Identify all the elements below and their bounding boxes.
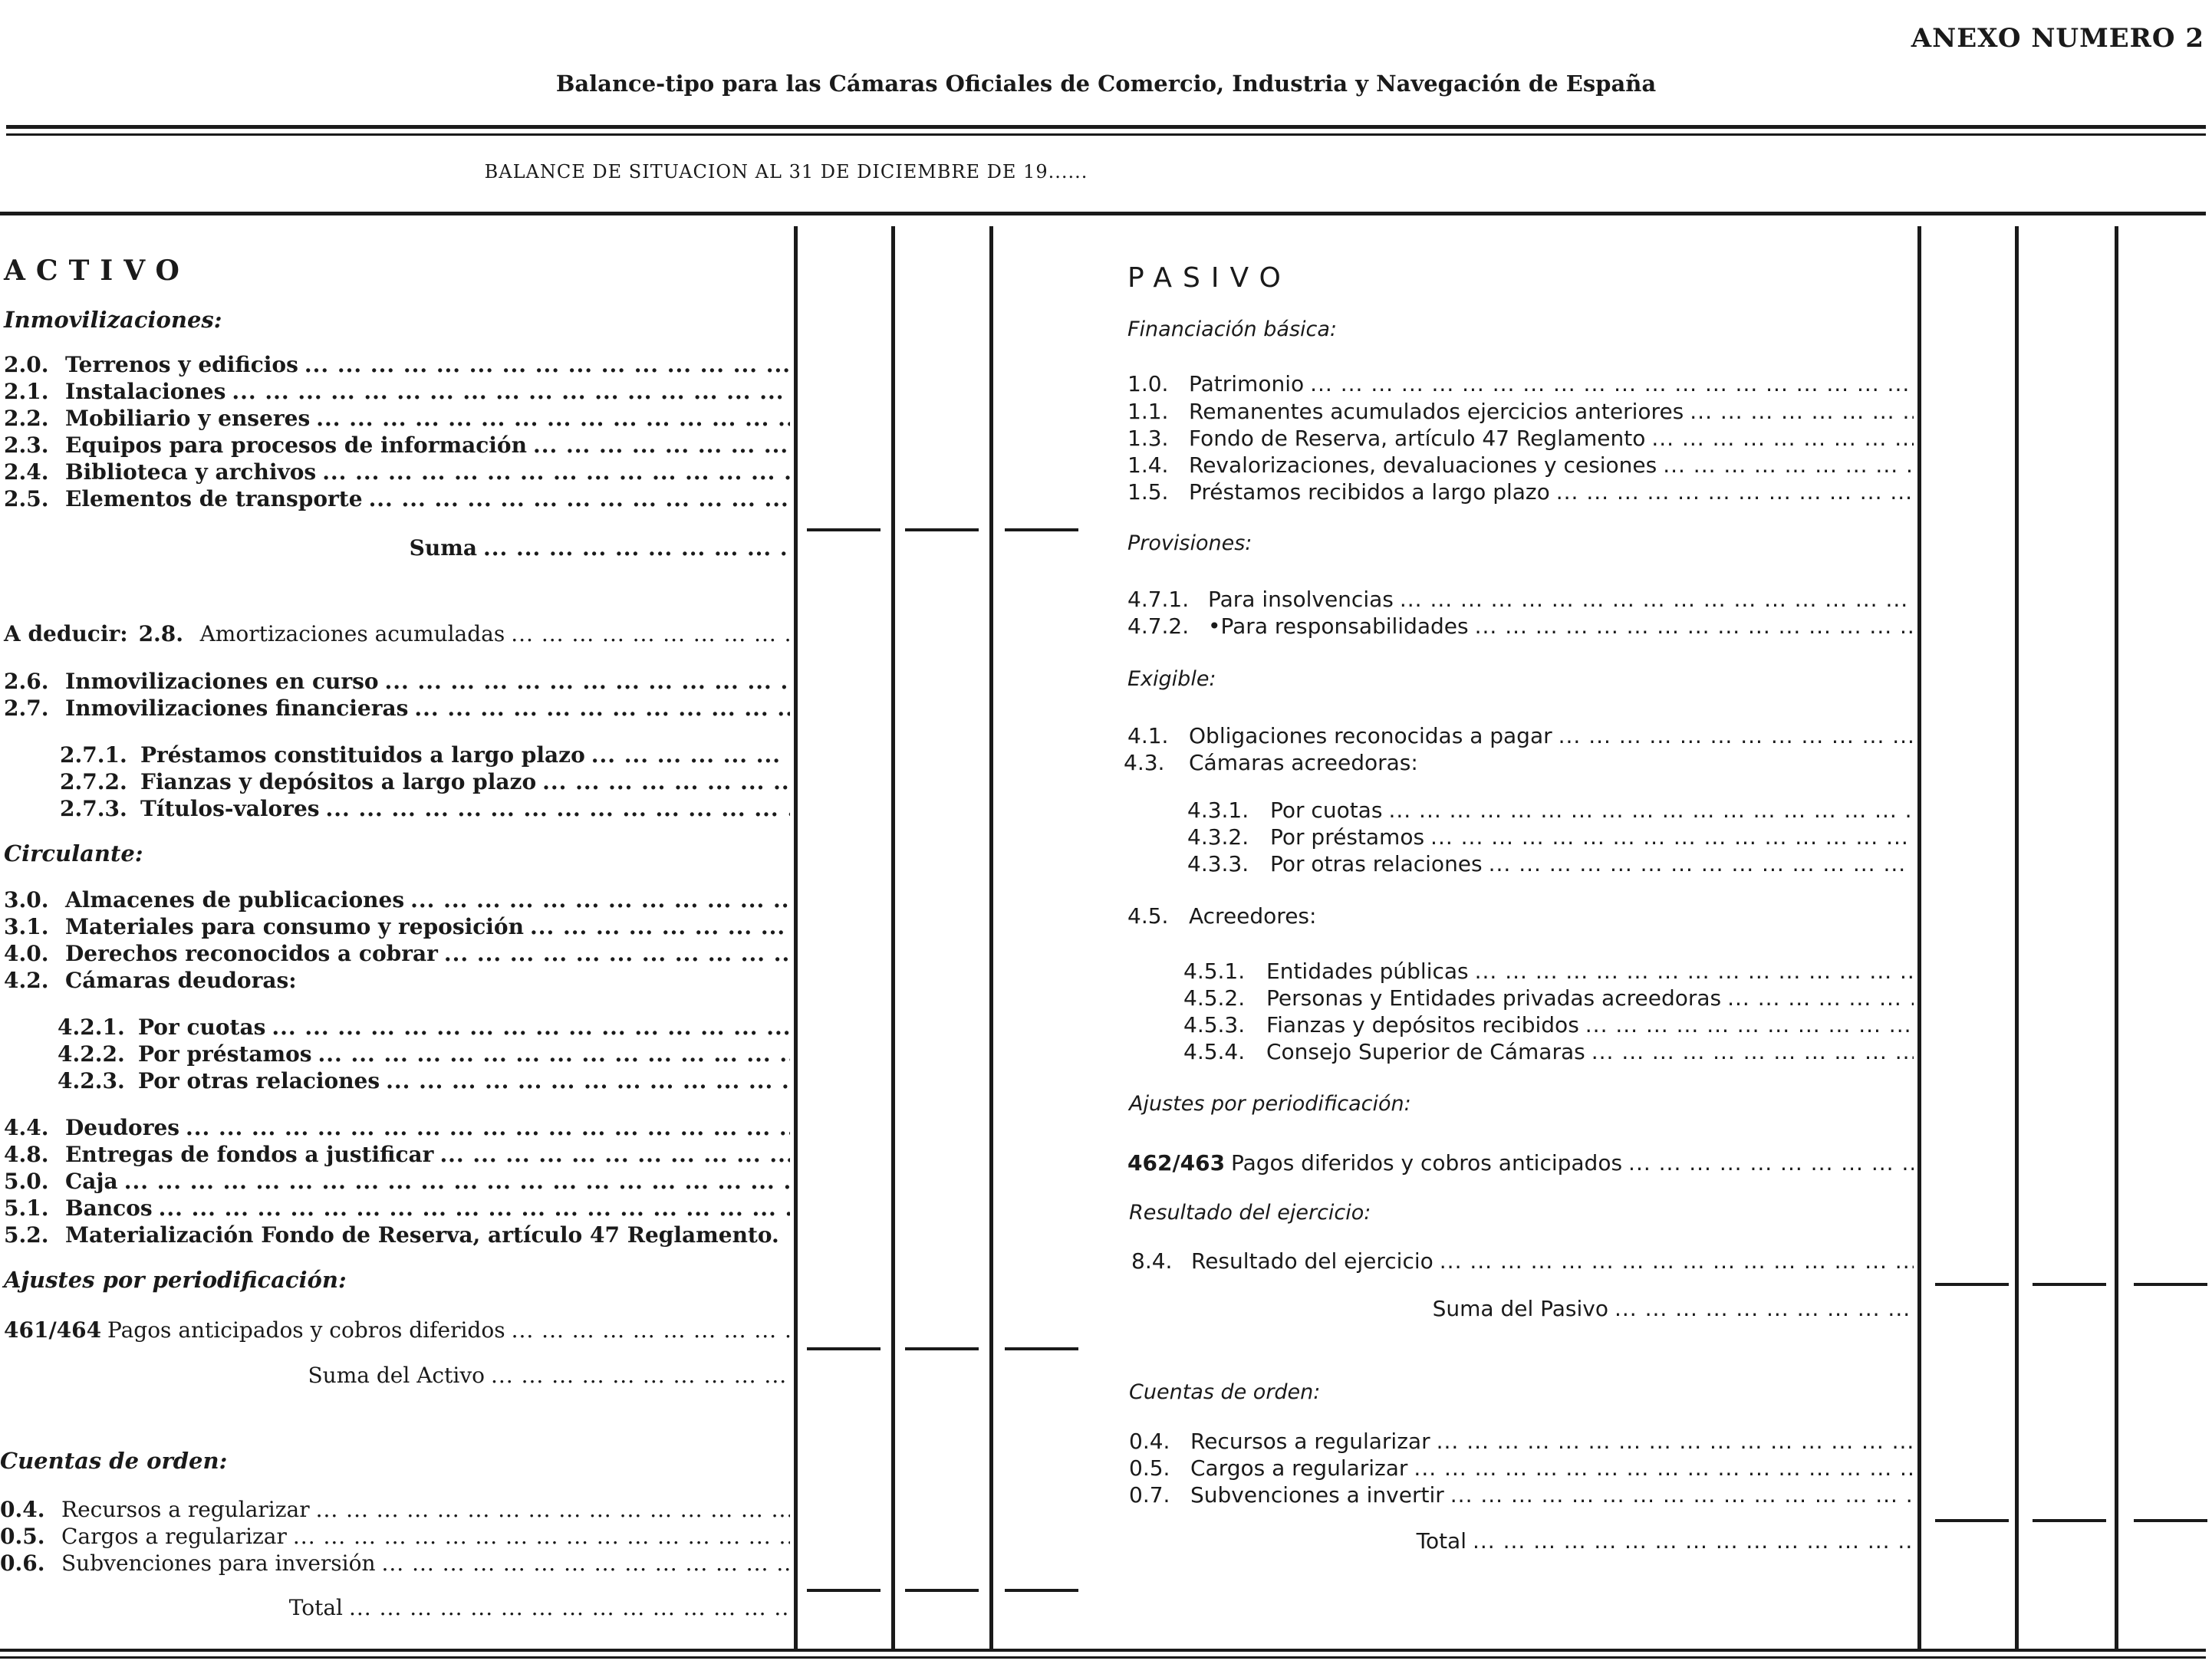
activo-divider <box>794 226 798 1649</box>
activo-cuentas-row: 0.5. Cargos a regularizar ... . <box>0 1524 790 1550</box>
suma-line <box>1935 1283 2009 1286</box>
suma-line <box>1005 528 1078 531</box>
suma-line <box>1935 1519 2009 1522</box>
pasivo-subrow: 4.3.1. Por cuotas ... . <box>1187 797 1914 824</box>
suma-line <box>2134 1283 2207 1286</box>
activo-cuentas-heading: Cuentas de orden: <box>0 1448 228 1474</box>
activo-row: 2.4. Biblioteca y archivos ... . <box>4 459 790 485</box>
pasivo-cuentas-row: 0.5. Cargos a regularizar ... . <box>1129 1455 1914 1481</box>
activo-row: 2.1. Instalaciones ... . <box>4 379 790 405</box>
activo-col-1 <box>891 226 895 1649</box>
pasivo-subrow: 4.3.3. Por otras relaciones ... . <box>1187 851 1914 877</box>
suma-line <box>2033 1519 2106 1522</box>
exigible-heading: Exigible: <box>1127 667 1216 691</box>
activo-row: 2.2. Mobiliario y enseres ... . <box>4 406 790 432</box>
pasivo-divider <box>1917 226 1921 1649</box>
activo-row: 3.1. Materiales para consumo y reposición ... . <box>4 914 790 940</box>
suma-line <box>1005 1347 1078 1350</box>
activo-row: 2.3. Equipos para procesos de información ... . <box>4 432 790 459</box>
pasivo-cuentas-heading: Cuentas de orden: <box>1129 1380 1321 1404</box>
top-double-rule-a <box>6 125 2206 129</box>
pasivo-title: PASIVO <box>1127 262 1292 294</box>
suma-line <box>807 528 881 531</box>
resultado-heading: Resultado del ejercicio: <box>1129 1201 1371 1225</box>
suma-activo: Suma del Activo ... . <box>4 1363 790 1389</box>
activo-ajustes-heading: Ajustes por periodificación: <box>4 1267 347 1293</box>
activo-ajustes-row: 461/464 Pagos anticipados y cobros diferidos ... . <box>4 1317 790 1343</box>
suma-line <box>807 1347 881 1350</box>
deducir-row: A deducir: 2.8. Amortizaciones acumuladas ... . <box>4 621 790 647</box>
pasivo-total: Total ... . <box>1127 1528 1914 1554</box>
activo-row: 5.0. Caja ... . <box>4 1169 790 1195</box>
suma-line <box>2033 1283 2106 1286</box>
pasivo-col-1 <box>2015 226 2019 1649</box>
activo-row: 4.0. Derechos reconocidos a cobrar ... . <box>4 941 790 967</box>
pasivo-row: 4.7.1. Para insolvencias ... . <box>1127 587 1914 613</box>
pasivo-cuentas-row: 0.4. Recursos a regularizar ... . <box>1129 1429 1914 1455</box>
suma-line <box>2134 1519 2207 1522</box>
pasivo-row: 1.4. Revalorizaciones, devaluaciones y cesiones ... . <box>1127 452 1914 478</box>
financiacion-heading: Financiación básica: <box>1127 317 1337 341</box>
activo-row: 2.0. Terrenos y edificios ... . <box>4 352 790 378</box>
activo-subrow: 4.2.3. Por otras relaciones ... . <box>58 1068 790 1094</box>
activo-subrow: 4.2.2. Por préstamos ... . <box>58 1041 790 1067</box>
annex-number: ANEXO NUMERO 2 <box>1911 23 2204 54</box>
suma-line <box>905 1589 979 1592</box>
pasivo-row: 4.7.2. •Para responsabilidades ... . <box>1127 613 1914 640</box>
bottom-double-rule-a <box>0 1649 2206 1652</box>
pasivo-ajustes-row: 462/463 Pagos diferidos y cobros anticipados ... . <box>1127 1150 1914 1176</box>
activo-row: 4.4. Deudores ... . <box>4 1115 790 1141</box>
suma-line <box>1005 1589 1078 1592</box>
suma-line <box>807 1589 881 1592</box>
activo-total: Total ... . <box>4 1595 790 1621</box>
pasivo-row: 1.0. Patrimonio ... . <box>1127 371 1914 397</box>
activo-title: ACTIVO <box>4 255 190 287</box>
pasivo-subrow: 4.3.2. Por préstamos ... . <box>1187 824 1914 850</box>
pasivo-col-2 <box>2115 226 2118 1649</box>
pasivo-subrow: 4.5.1. Entidades públicas ... . <box>1183 959 1914 985</box>
inmovilizaciones-suma: Suma ... . <box>4 535 790 561</box>
pasivo-resultado-row: 8.4. Resultado del ejercicio ... . <box>1131 1248 1914 1274</box>
table-top-rule <box>0 212 2206 215</box>
activo-row: 2.5. Elementos de transporte ... . <box>4 486 790 512</box>
activo-subrow: 2.7.2. Fianzas y depósitos a largo plazo ... . <box>60 769 790 795</box>
provisiones-heading: Provisiones: <box>1127 531 1252 555</box>
acreedores-row: 4.5. Acreedores: <box>1127 903 1317 929</box>
activo-row: 5.1. Bancos ... . <box>4 1195 790 1222</box>
balance-subtitle: BALANCE DE SITUACION AL 31 DE DICIEMBRE DE 19...... <box>484 161 1088 183</box>
activo-cuentas-row: 0.6. Subvenciones para inversión ... . <box>0 1551 790 1577</box>
pasivo-row: 4.3. Cámaras acreedoras: <box>1124 750 1418 775</box>
activo-subrow: 2.7.3. Títulos-valores ... . <box>60 796 790 822</box>
suma-pasivo: Suma del Pasivo ... . <box>1127 1296 1914 1322</box>
bottom-double-rule-b <box>0 1656 2206 1659</box>
activo-row: 3.0. Almacenes de publicaciones ... . <box>4 887 790 913</box>
inmovilizaciones-heading: Inmovilizaciones: <box>4 307 222 333</box>
pasivo-row: 4.1. Obligaciones reconocidas a pagar ... . <box>1127 723 1914 749</box>
suma-line <box>905 528 979 531</box>
circulante-heading: Circulante: <box>4 840 143 867</box>
pasivo-ajustes-heading: Ajustes por periodificación: <box>1129 1092 1411 1116</box>
suma-line <box>905 1347 979 1350</box>
activo-row: 4.8. Entregas de fondos a justificar ... . <box>4 1142 790 1168</box>
activo-subrow: 2.7.1. Préstamos constituidos a largo plazo ... . <box>60 742 790 768</box>
activo-row: 5.2. Materialización Fondo de Reserva, artículo 47 Reglamento. <box>4 1222 779 1248</box>
activo-subrow: 4.2.1. Por cuotas ... . <box>58 1015 790 1041</box>
pasivo-subrow: 4.5.2. Personas y Entidades privadas acreedoras ... . <box>1183 985 1914 1011</box>
top-double-rule-b <box>6 133 2206 136</box>
pasivo-row: 1.5. Préstamos recibidos a largo plazo ... . <box>1127 479 1914 505</box>
activo-row: 2.7. Inmovilizaciones financieras ... . <box>4 696 790 722</box>
pasivo-subrow: 4.5.4. Consejo Superior de Cámaras ... . <box>1183 1039 1914 1065</box>
pasivo-subrow: 4.5.3. Fianzas y depósitos recibidos ... . <box>1183 1012 1914 1038</box>
activo-col-2 <box>989 226 993 1649</box>
pasivo-row: 1.3. Fondo de Reserva, artículo 47 Reglamento ... . <box>1127 426 1914 452</box>
activo-cuentas-row: 0.4. Recursos a regularizar ... . <box>0 1497 790 1523</box>
pasivo-cuentas-row: 0.7. Subvenciones a invertir ... . <box>1129 1482 1914 1508</box>
pasivo-row: 1.1. Remanentes acumulados ejercicios anteriores ... . <box>1127 399 1914 425</box>
activo-row: 4.2. Cámaras deudoras: <box>4 968 297 993</box>
document-title: Balance-tipo para las Cámaras Oficiales de Comercio, Industria y Navegación de España <box>555 71 1657 97</box>
activo-row: 2.6. Inmovilizaciones en curso ... . <box>4 669 790 695</box>
